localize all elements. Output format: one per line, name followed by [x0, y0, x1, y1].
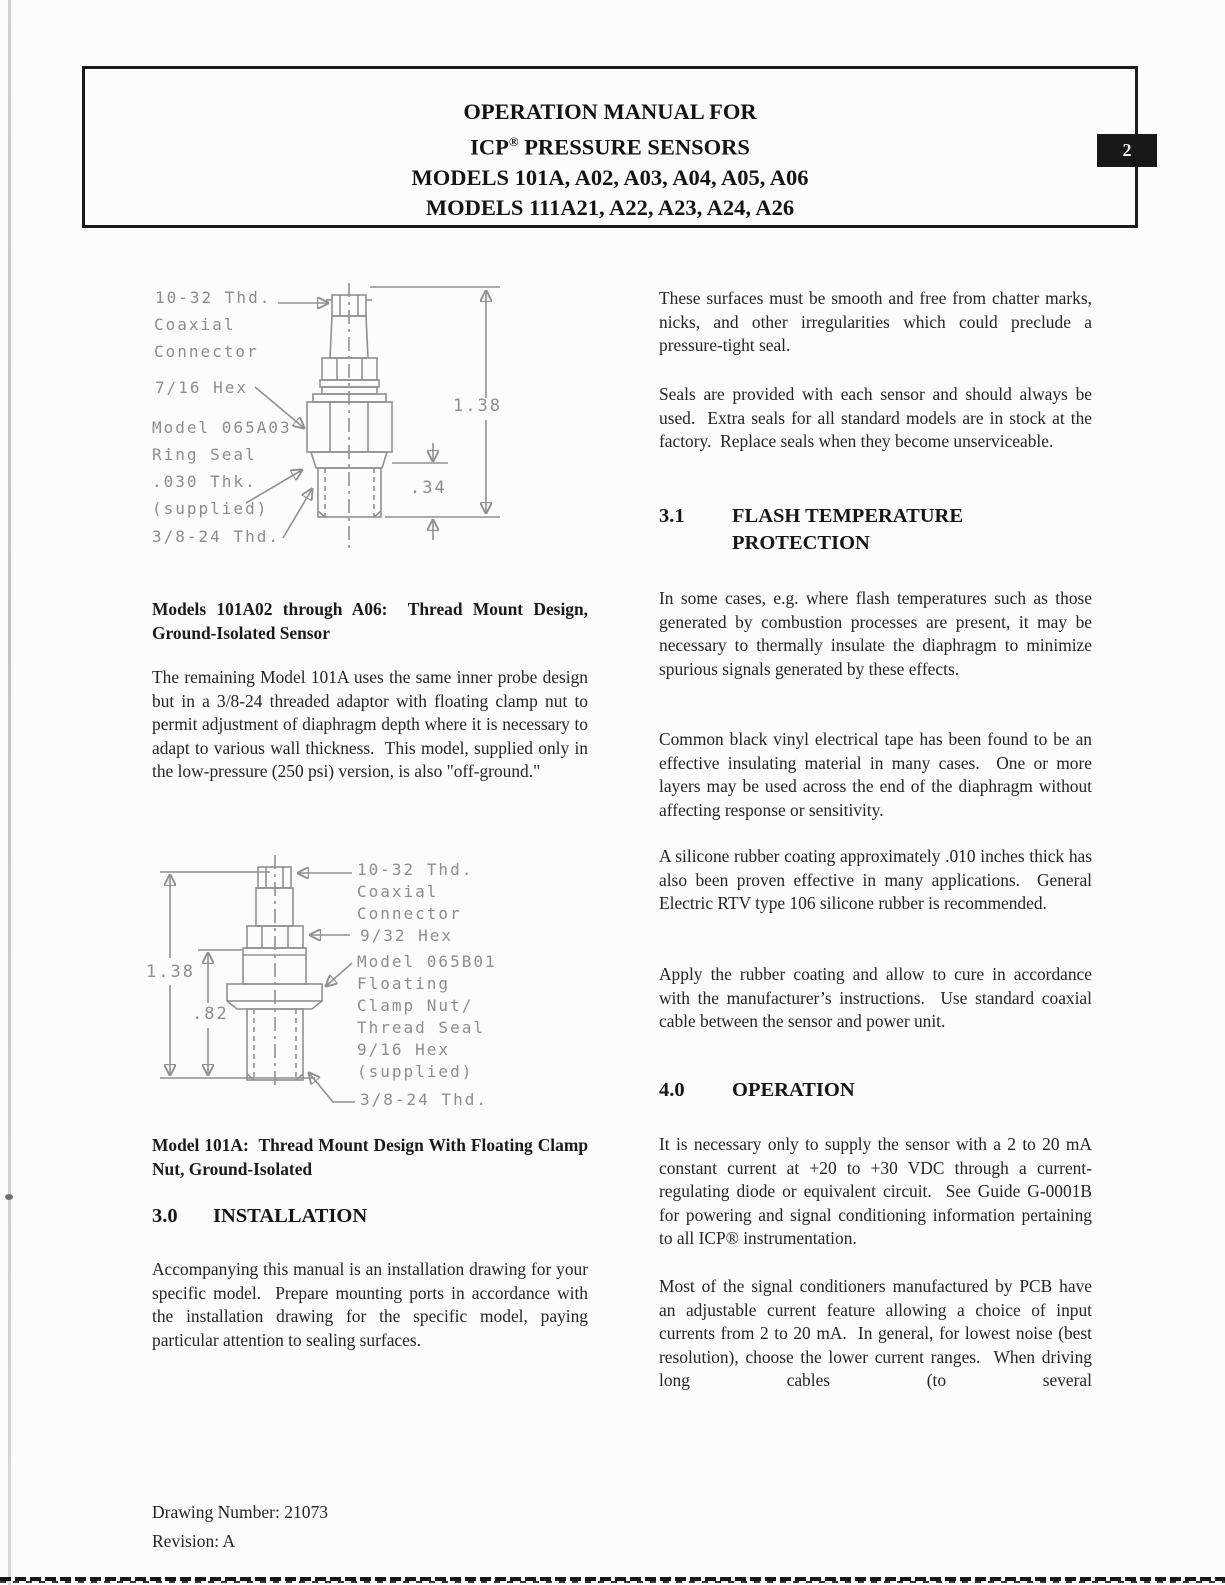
revision: Revision: A: [152, 1531, 236, 1551]
diagram2-label-thread-seal: Thread Seal: [357, 1018, 485, 1037]
section-number: 4.0: [659, 1079, 685, 1101]
title-line-4: MODELS 111A21, A22, A23, A24, A26: [425, 194, 795, 220]
footer: [152, 1498, 328, 1556]
section-heading-operation: [659, 1077, 855, 1104]
diagram1-dim-34: .34: [410, 478, 447, 498]
diagram1-label-supplied: (supplied): [152, 499, 269, 518]
paragraph-right-2: Seals are provided with each sensor and should always be used. Extra seals for all standard models are in stock at the factory. Replace seals when they become unserviceable.: [659, 384, 1097, 451]
diagram2-label-916-hex: 9/16 Hex: [357, 1040, 451, 1059]
diagram2-dim-82: .82: [192, 1004, 229, 1024]
diagram1-label-716-hex: 7/16 Hex: [155, 378, 249, 397]
diagram1-label-coaxial: Coaxial: [154, 315, 236, 334]
diagram1-dim-138: 1.38: [453, 396, 502, 416]
page-number-badge: 2: [1097, 134, 1157, 167]
paragraph-right-3: In some cases, e.g. where flash temperatures such as those generated by combustion processes are present, it may be necessary to thermally insulate the diaphragm to minimize spurious signals generated by these effects.: [659, 588, 1097, 679]
section-heading-flash-temperature: [659, 503, 963, 557]
leader-lines: [298, 873, 355, 1102]
paragraph-right-4: Common black vinyl electrical tape has been found to be an effective insulating material in many cases. One or more layers may be used across the end of the diaphragm without affecting response or sensitivity.: [659, 729, 1097, 820]
diagram2-dim-138: 1.38: [146, 962, 195, 982]
diagram2-label-coaxial: Coaxial: [357, 882, 439, 901]
paragraph-left-2: Accompanying this manual is an installation drawing for your specific model. Prepare mounting ports in accordance with the installation drawing for the specific model, paying particular attention to sealing surfaces.: [152, 1259, 593, 1350]
title-line-1: OPERATION MANUAL FOR: [463, 99, 757, 124]
diagram1-label-connector: Connector: [154, 342, 259, 361]
diagram2-label-clamp-nut: Clamp Nut/: [357, 996, 474, 1015]
diagram2-label-38-24-thd: 3/8-24 Thd.: [360, 1090, 488, 1109]
diagram1-label-38-24-thd: 3/8-24 Thd.: [152, 527, 280, 546]
diagram2-label-932-hex: 9/32 Hex: [360, 926, 454, 945]
scan-speck: [5, 1194, 13, 1200]
scan-bottom-dashed-line-2: [0, 1581, 1225, 1583]
registered-mark: ®: [508, 134, 519, 149]
diagram2-label-floating: Floating: [357, 974, 451, 993]
diagram1-label-ring-seal: Ring Seal: [152, 445, 257, 464]
title-line-3: MODELS 101A, A02, A03, A04, A05, A06: [411, 164, 809, 190]
diagram1-label-thk: .030 Thk.: [152, 472, 257, 491]
drawing-number: Drawing Number: 21073: [152, 1502, 328, 1522]
paragraph-right-5: A silicone rubber coating approximately .010 inches thick has also been proven effective in many applications. General Electric RTV type 106 silicone rubber is recommended.: [659, 846, 1097, 913]
scan-edge-shadow: [8, 0, 11, 1585]
diagram1-label-model: Model 065A03: [152, 418, 292, 437]
diagram2-label-model: Model 065B01: [357, 952, 497, 971]
section-title: INSTALLATION: [213, 1205, 368, 1227]
title-box: [82, 66, 1138, 228]
section-title-line-1: FLASH TEMPERATURE: [732, 505, 964, 527]
section-heading-installation: [152, 1203, 367, 1230]
section-title-line-2: PROTECTION: [732, 532, 870, 554]
diagram-floating-clamp-nut-sensor: [130, 845, 580, 1117]
paragraph-right-6: Apply the rubber coating and allow to cure in accordance with the manufacturer’s instructions. Use standard coaxial cable between the sensor and power unit.: [659, 964, 1097, 1031]
section-title: OPERATION: [732, 1079, 855, 1101]
diagram2-label-10-32-thd: 10-32 Thd.: [357, 860, 474, 879]
caption-models-101a02: Models 101A02 through A06: Thread Mount Design, Ground-Isolated Sensor: [152, 599, 593, 643]
page-title: [85, 97, 1135, 223]
section-title: [732, 503, 963, 557]
diagram2-label-connector: Connector: [357, 904, 462, 923]
paragraph-right-7: It is necessary only to supply the sensor with a 2 to 20 mA constant current at +20 to +30 VDC through a current-regulating diode or equivalent circuit. See Guide G-0001B for powering and signal conditioning information pertaining to all ICP® instrumentation.: [659, 1134, 1097, 1248]
section-number: 3.1: [659, 505, 685, 527]
diagram2-label-supplied: (supplied): [357, 1062, 474, 1081]
section-number: 3.0: [152, 1205, 178, 1227]
paragraph-left-1: The remaining Model 101A uses the same inner probe design but in a 3/8-24 threaded adaptor with floating clamp nut to permit adjustment of diaphragm depth where it is necessary to adapt to various wall thickness. This model, supplied only in the low-pressure (250 psi) version, is also "off-ground.": [152, 667, 593, 781]
title-line-2: ICP® PRESSURE SENSORS: [470, 134, 750, 160]
diagram1-label-10-32-thd: 10-32 Thd.: [155, 288, 272, 307]
paragraph-right-1: These surfaces must be smooth and free from chatter marks, nicks, and other irregularities which could preclude a pressure-tight seal.: [659, 288, 1097, 355]
paragraph-right-8: Most of the signal conditioners manufactured by PCB have an adjustable current feature allowing a choice of input currents from 2 to 20 mA. In general, for lowest noise (best resolution), choose the lower current ranges. When driving long cables (to several: [659, 1276, 1097, 1390]
caption-model-101a: Model 101A: Thread Mount Design With Floating Clamp Nut, Ground-Isolated: [152, 1135, 593, 1179]
